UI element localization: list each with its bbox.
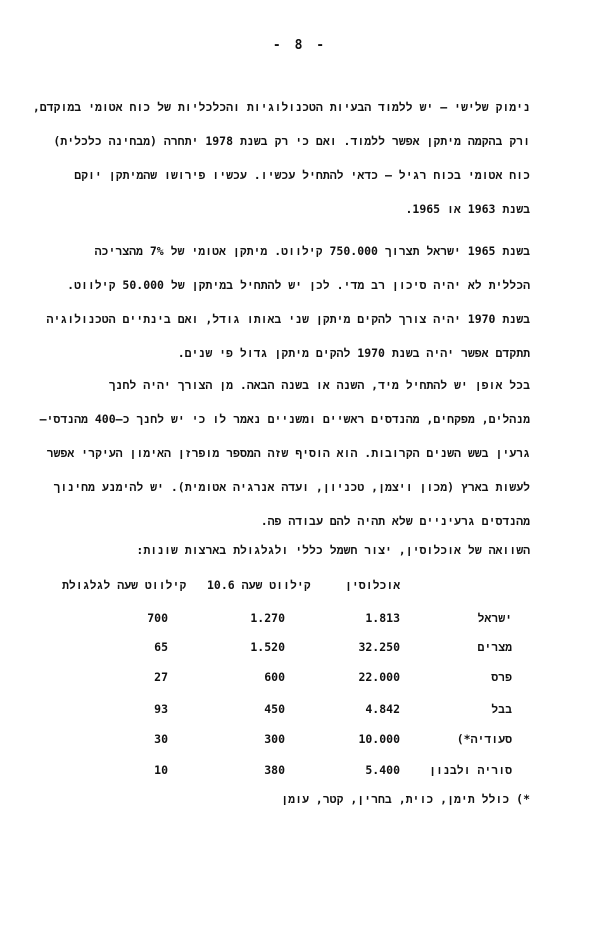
paragraph-line: מנהלים, מפקחים, מהנדסים ראשיים ומשניים נאמר לו כי יש לחנך כ–400 מהנדסי– — [39, 412, 530, 426]
paragraph-line: מהנדסים גרעיניים שלא תהיה להם עבודה פה. — [260, 514, 530, 528]
country-cell: סוריה ולבנון — [429, 763, 512, 777]
table-caption: השוואה של אוכלוסין, יצור חשמל כללי ולגלגולת בארצות שונות: — [136, 543, 530, 557]
kwh-per-capita-cell: 10 — [154, 763, 168, 777]
column-header-population: אוכלוסין — [345, 578, 401, 592]
kwh-total-cell: 450 — [264, 702, 285, 716]
paragraph-line: נימוק שלישי – יש ללמוד הבעיות הטכנולוגיות והכלכליות של כוח אטומי במוקדם, — [32, 100, 530, 114]
population-cell: 22.000 — [358, 670, 400, 684]
table-row — [0, 670, 600, 694]
paragraph-line: בשנת 1970 יהיה צורך להקים מיתקן שני באותו גודל, ואם בינתיים הטכנולוגיה — [46, 312, 530, 326]
paragraph-line: גרעין בשש השנים הקרובות. הוא הוסיף שזה המספר מופרזן האימון העיקרי אפשר — [46, 446, 530, 460]
paragraph-line: בשנת 1965 ישראל תצרוך 750.000 קילווט. מיתקן אטומי של 7% מהצריכה — [94, 244, 530, 258]
country-cell: סעודיה*) — [456, 732, 512, 746]
paragraph-1 — [32, 90, 530, 226]
column-header-kwh-per-capita: קילווט שעה לגלגולת — [62, 578, 187, 592]
kwh-per-capita-cell: 30 — [154, 732, 168, 746]
paragraph-line: לעשות בארץ (מכון ויצמן, טכניון, ועדה אנרגיה אטומית). יש להימנע מחינוך — [53, 480, 530, 494]
paragraph-line: בשנת 1963 או 1965. — [405, 202, 530, 216]
table-row — [0, 702, 600, 726]
population-cell: 10.000 — [358, 732, 400, 746]
kwh-total-cell: 300 — [264, 732, 285, 746]
country-cell: מצרים — [477, 640, 512, 654]
table-row — [0, 611, 600, 635]
table-row — [0, 640, 600, 664]
country-cell: פרס — [491, 670, 512, 684]
table-footnote: *) כולל תימן, כוית, בחרין, קטר, עומן — [281, 792, 530, 806]
paragraph-line: תתקדם אפשר יהיה בשנת 1970 להקים מיתקן גדול פי שנים. — [177, 346, 530, 360]
kwh-per-capita-cell: 93 — [154, 702, 168, 716]
population-cell: 4.842 — [365, 702, 400, 716]
kwh-total-cell: 1.270 — [250, 611, 285, 625]
population-cell: 1.813 — [365, 611, 400, 625]
kwh-per-capita-cell: 27 — [154, 670, 168, 684]
paragraph-line: בכל אופן יש להתחיל מיד, השנה או בשנה הבאה. מן הצורך יהיה לחנך — [108, 378, 530, 392]
population-cell: 5.400 — [365, 763, 400, 777]
country-cell: ישראל — [477, 611, 512, 625]
paragraph-line: הכללית לא יהיה סיכון רב מדי. לכן יש להתחיל במיתקן של 50.000 קילווט. — [67, 278, 530, 292]
population-cell: 32.250 — [358, 640, 400, 654]
paragraph-line: ורק בהקמה מיתקן אפשר ללמוד. ואם כי רק בשנת 1978 יתחרה (מבחינה כלכלית) — [53, 134, 530, 148]
kwh-per-capita-cell: 700 — [147, 611, 168, 625]
table-row — [0, 763, 600, 787]
country-cell: בבל — [491, 702, 512, 716]
kwh-total-cell: 1.520 — [250, 640, 285, 654]
column-header-kwh-total: 10.6 קילווט שעה — [207, 578, 311, 592]
kwh-per-capita-cell: 65 — [154, 640, 168, 654]
page-number: - 8 - — [272, 38, 328, 53]
kwh-total-cell: 380 — [264, 763, 285, 777]
table-row — [0, 732, 600, 756]
paragraph-2 — [46, 234, 530, 370]
paragraph-line: כוח אטומי בכוח רגיל – כדאי להתחיל עכשיו. עכשיו פירושו שהמיתקן יוקם — [74, 168, 530, 182]
kwh-total-cell: 600 — [264, 670, 285, 684]
paragraph-3 — [39, 368, 530, 538]
